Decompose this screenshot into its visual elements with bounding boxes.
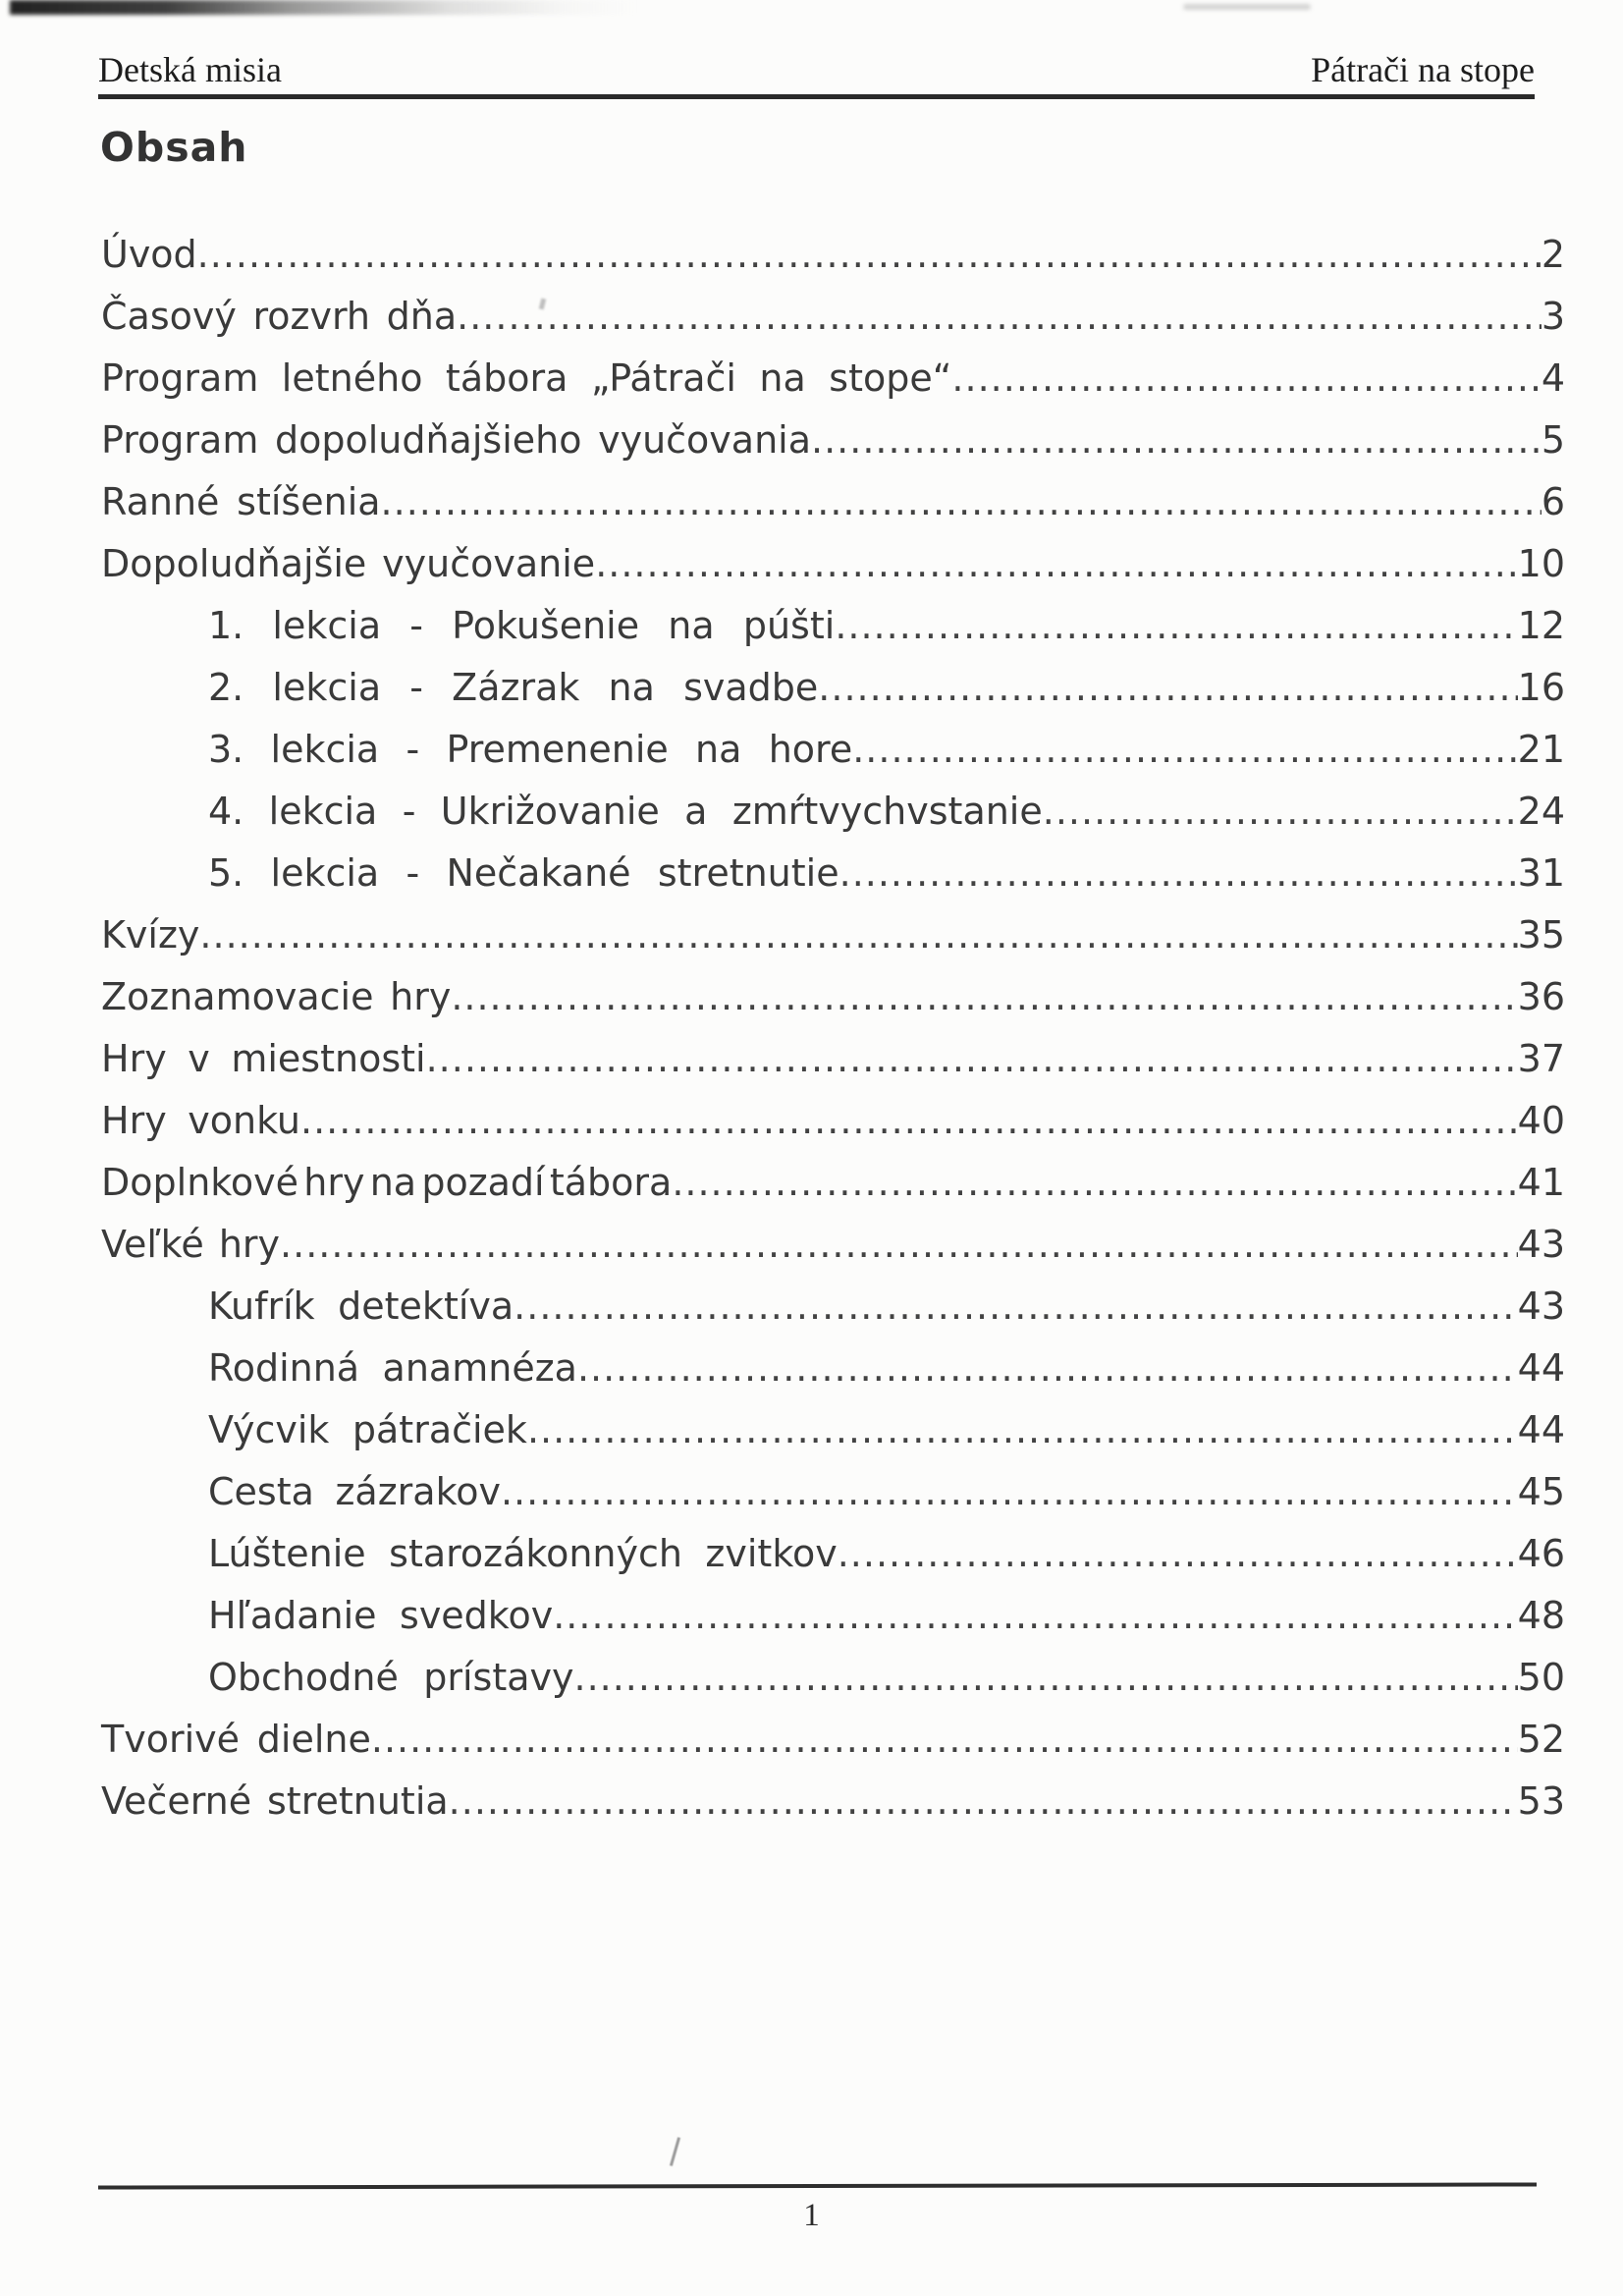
toc-entry-label: Program letného tábora „Pátrači na stope“ — [101, 356, 952, 400]
scan-smudge-top-left-artifact — [10, 0, 638, 15]
toc-entry-page: 31 — [1517, 851, 1565, 895]
toc-leader-dots — [818, 657, 1517, 719]
toc-entry-page: 43 — [1517, 1223, 1565, 1266]
toc-entry-label: Cesta zázrakov — [208, 1470, 501, 1513]
toc-entry-label: 3. lekcia - Premenenie na hore — [208, 728, 853, 771]
toc-entry-label: Obchodné prístavy — [208, 1656, 574, 1699]
toc-entry-label: Ranné stíšenia — [101, 480, 381, 523]
toc-entry — [101, 1276, 1565, 1338]
toc-entry — [101, 224, 1565, 286]
toc-entry-label: Hry vonku — [101, 1099, 301, 1142]
toc-entry — [101, 1461, 1565, 1523]
toc-leader-dots — [951, 348, 1541, 410]
toc-entry-page: 46 — [1517, 1532, 1565, 1575]
toc-list — [101, 224, 1565, 1832]
toc-entry — [101, 286, 1565, 348]
toc-entry — [101, 1090, 1565, 1152]
toc-entry — [101, 1709, 1565, 1771]
toc-entry-page: 52 — [1517, 1718, 1565, 1761]
toc-entry — [101, 1647, 1565, 1709]
toc-entry — [101, 595, 1565, 657]
toc-entry-label: 2. lekcia - Zázrak na svadbe — [208, 666, 819, 709]
toc-entry-page: 12 — [1517, 604, 1565, 647]
toc-leader-dots — [527, 1399, 1518, 1461]
toc-entry-page: 50 — [1517, 1656, 1565, 1699]
toc-entry — [101, 1152, 1565, 1214]
toc-leader-dots — [457, 286, 1542, 348]
toc-entry — [101, 781, 1565, 843]
toc-entry-label: Doplnkové hry na pozadí tábora — [101, 1161, 673, 1204]
page-header — [98, 49, 1535, 99]
toc-entry-label: Časový rozvrh dňa — [101, 295, 458, 338]
toc-leader-dots — [199, 904, 1517, 966]
toc-leader-dots — [381, 471, 1542, 533]
toc-entry — [101, 1585, 1565, 1647]
toc-entry-label: Hľadanie svedkov — [208, 1594, 554, 1637]
toc-entry-label: Večerné stretnutia — [101, 1779, 449, 1823]
toc-entry-page: 40 — [1517, 1099, 1565, 1142]
toc-entry — [101, 410, 1565, 471]
toc-entry-page: 21 — [1517, 728, 1565, 771]
toc-entry-label: Veľké hry — [101, 1223, 281, 1266]
toc-entry-page: 3 — [1541, 295, 1565, 338]
header-left-text: Detská misia — [98, 50, 282, 89]
toc-entry-page: 41 — [1517, 1161, 1565, 1204]
toc-entry-label: Rodinná anamnéza — [208, 1346, 577, 1390]
toc-entry-label: Dopoludňajšie vyučovanie — [101, 542, 596, 585]
toc-entry-label: 1. lekcia - Pokušenie na púšti — [208, 604, 836, 647]
toc-entry-label: Program dopoludňajšieho vyučovania — [101, 418, 812, 462]
toc-leader-dots — [838, 1523, 1518, 1585]
toc-entry — [101, 719, 1565, 781]
toc-leader-dots — [514, 1276, 1517, 1338]
toc-entry-label: 5. lekcia - Nečakané stretnutie — [208, 851, 839, 895]
page-title: Obsah — [100, 124, 248, 171]
toc-entry-page: 6 — [1541, 480, 1565, 523]
toc-leader-dots — [449, 1771, 1518, 1832]
toc-entry-page: 36 — [1517, 975, 1565, 1018]
toc-entry — [101, 1338, 1565, 1399]
toc-entry-label: Kvízy — [101, 913, 200, 957]
footer-rule — [98, 2182, 1537, 2189]
toc-entry — [101, 348, 1565, 410]
toc-leader-dots — [577, 1338, 1518, 1399]
toc-entry-page: 10 — [1517, 542, 1565, 585]
toc-entry-label: Zoznamovacie hry — [101, 975, 452, 1018]
toc-entry — [101, 1523, 1565, 1585]
toc-entry-label: Výcvik pátračiek — [208, 1408, 527, 1451]
toc-leader-dots — [451, 966, 1517, 1028]
toc-entry-label: Lúštenie starozákonných zvitkov — [208, 1532, 838, 1575]
toc-leader-dots — [501, 1461, 1518, 1523]
toc-entry — [101, 966, 1565, 1028]
toc-entry-page: 24 — [1517, 790, 1565, 833]
toc-entry — [101, 1771, 1565, 1832]
toc-leader-dots — [595, 533, 1517, 595]
toc-entry — [101, 1399, 1565, 1461]
toc-entry — [101, 533, 1565, 595]
toc-leader-dots — [197, 224, 1542, 286]
toc-entry-label: Tvorivé dielne — [101, 1718, 371, 1761]
toc-entry — [101, 1028, 1565, 1090]
toc-entry-page: 44 — [1517, 1346, 1565, 1390]
toc-entry — [101, 657, 1565, 719]
toc-entry — [101, 471, 1565, 533]
toc-leader-dots — [835, 595, 1517, 657]
toc-leader-dots — [839, 843, 1518, 904]
toc-entry-page: 53 — [1517, 1779, 1565, 1823]
toc-entry-page: 43 — [1517, 1285, 1565, 1328]
scan-smudge-top-right-artifact — [1183, 4, 1311, 10]
toc-leader-dots — [811, 410, 1542, 471]
toc-entry-label: 4. lekcia - Ukrižovanie a zmŕtvychvstanie — [208, 790, 1043, 833]
toc-entry-page: 5 — [1541, 418, 1565, 462]
footer-page-number: 1 — [803, 2198, 820, 2233]
toc-entry-page: 35 — [1517, 913, 1565, 957]
toc-entry-page: 44 — [1517, 1408, 1565, 1451]
toc-leader-dots — [371, 1709, 1518, 1771]
toc-entry-page: 37 — [1517, 1037, 1565, 1080]
toc-leader-dots — [1043, 781, 1518, 843]
toc-entry-label: Hry v miestnosti — [101, 1037, 426, 1080]
toc-leader-dots — [280, 1214, 1518, 1276]
toc-entry-page: 45 — [1517, 1470, 1565, 1513]
toc-leader-dots — [573, 1647, 1517, 1709]
toc-leader-dots — [300, 1090, 1518, 1152]
toc-entry-page: 16 — [1517, 666, 1565, 709]
toc-leader-dots — [553, 1585, 1517, 1647]
toc-entry — [101, 843, 1565, 904]
toc-entry-page: 4 — [1541, 356, 1565, 400]
toc-leader-dots — [852, 719, 1517, 781]
scan-slash-artifact — [670, 2137, 680, 2166]
toc-entry — [101, 1214, 1565, 1276]
toc-entry-page: 2 — [1541, 233, 1565, 276]
toc-entry — [101, 904, 1565, 966]
toc-entry-label: Úvod — [101, 233, 197, 276]
header-right-text: Pátrači na stope — [1311, 50, 1535, 89]
toc-entry-page: 48 — [1517, 1594, 1565, 1637]
toc-leader-dots — [426, 1028, 1518, 1090]
toc-leader-dots — [672, 1152, 1517, 1214]
toc-entry-label: Kufrík detektíva — [208, 1285, 514, 1328]
